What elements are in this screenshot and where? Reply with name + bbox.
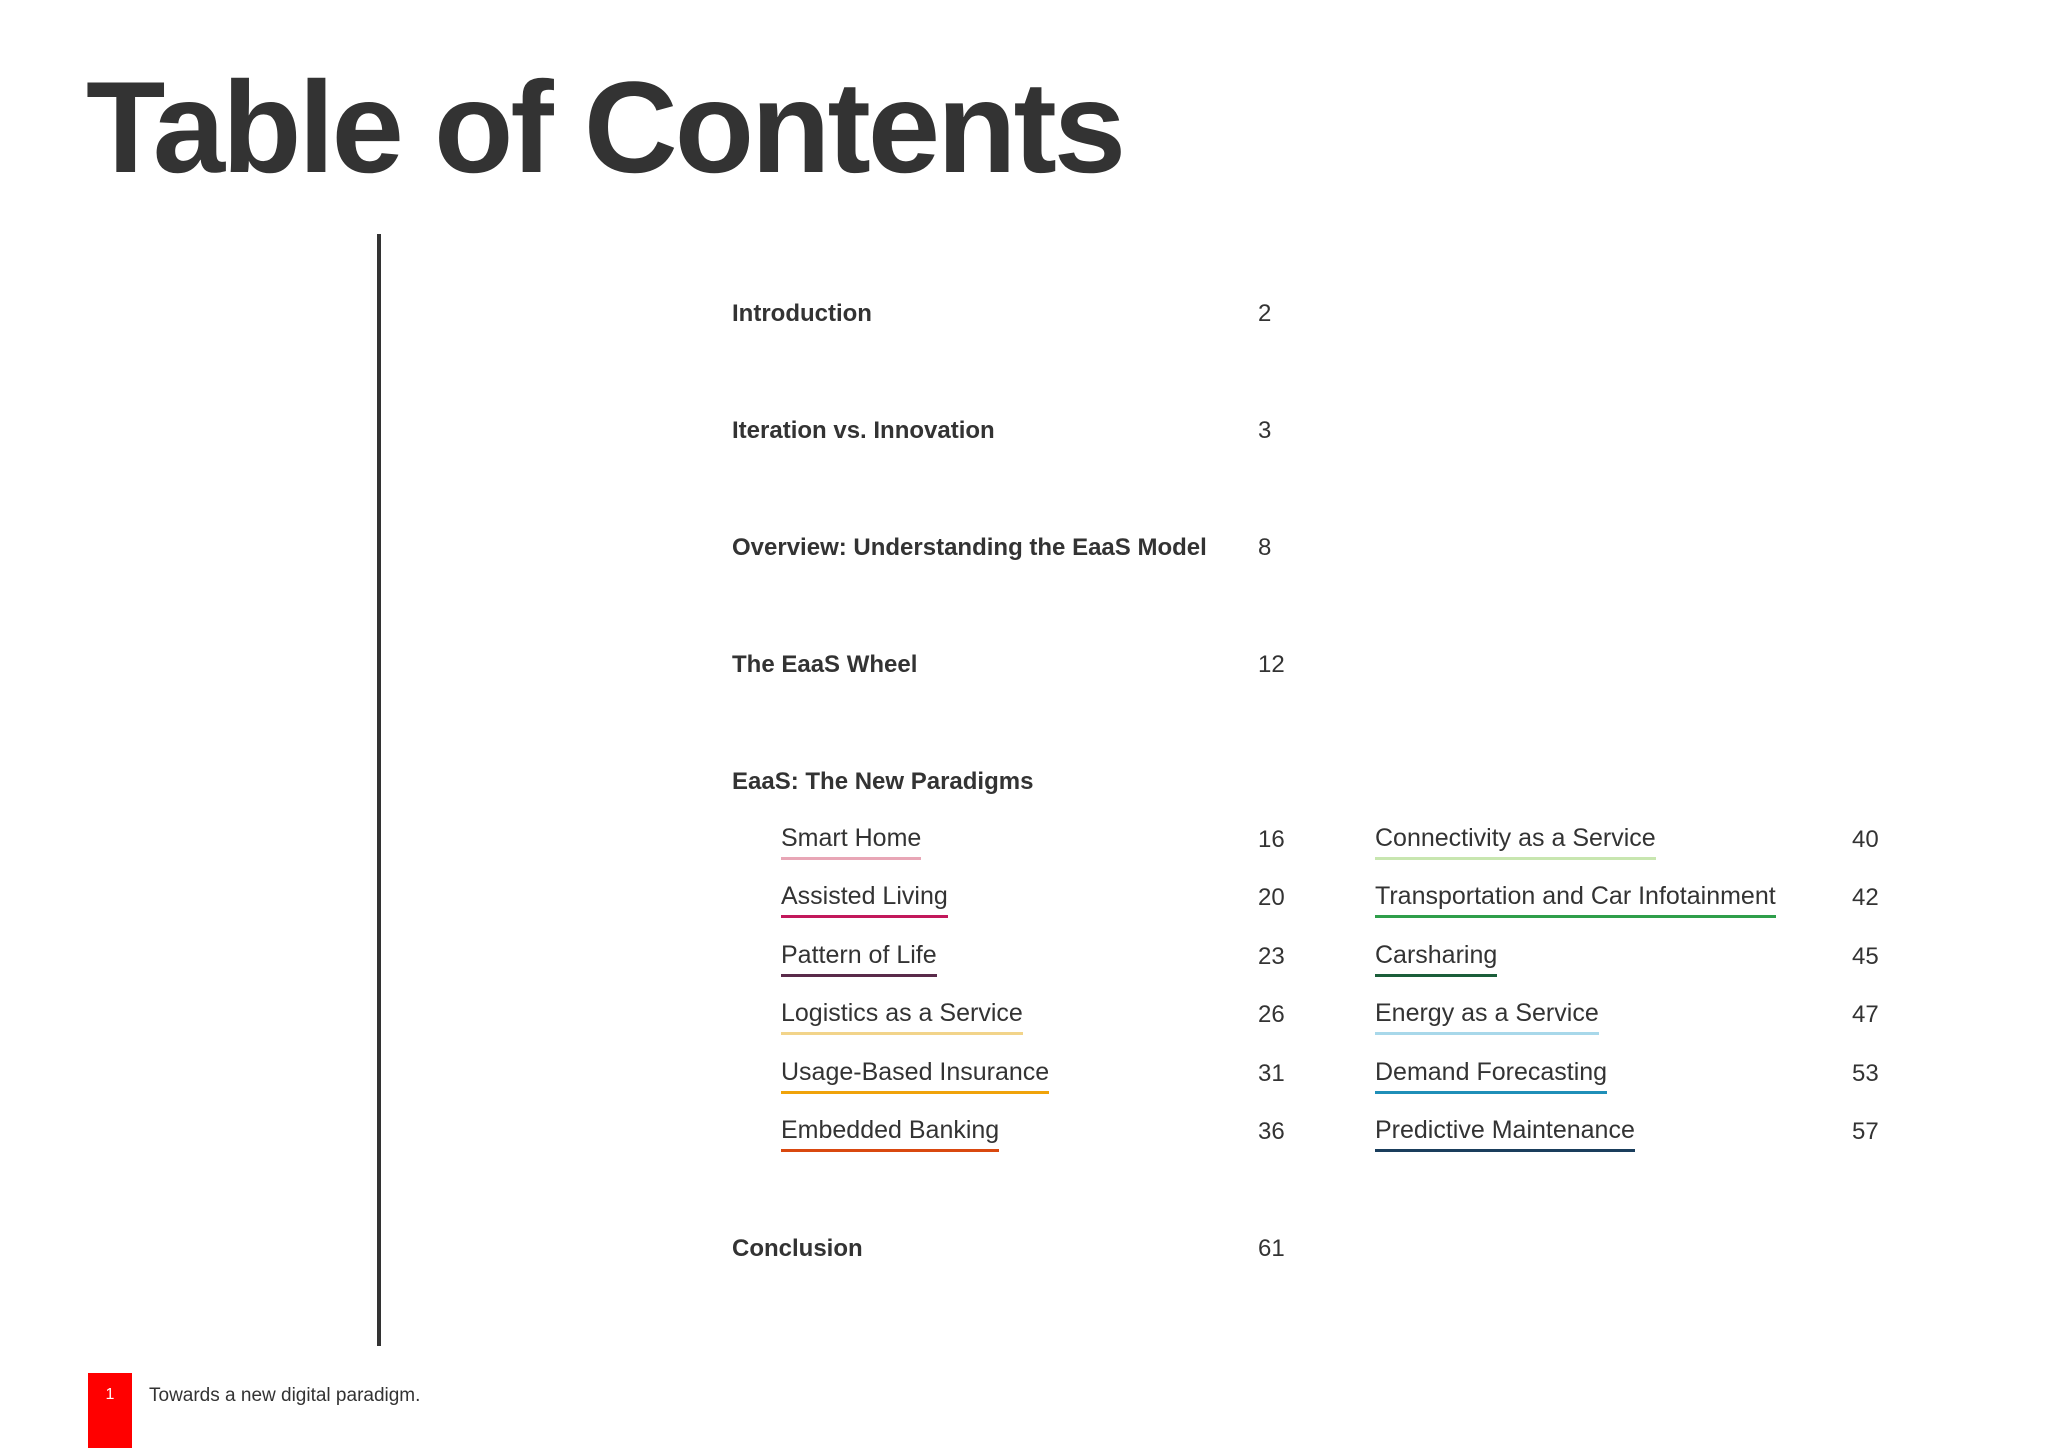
toc-page-conclusion: 61 bbox=[1258, 1235, 1285, 1262]
toc-subentry-page: 36 bbox=[1258, 1118, 1285, 1145]
toc-subentry-page: 42 bbox=[1852, 884, 1879, 911]
toc-subentry-page: 31 bbox=[1258, 1060, 1285, 1087]
toc-entry-wheel[interactable]: The EaaS Wheel bbox=[732, 651, 918, 678]
toc-page-introduction: 2 bbox=[1258, 300, 1272, 327]
toc-page-wheel: 12 bbox=[1258, 651, 1285, 678]
toc-page-overview: 8 bbox=[1258, 534, 1272, 561]
toc-subentry-page: 23 bbox=[1258, 943, 1285, 970]
toc-entry-introduction[interactable]: Introduction bbox=[732, 300, 872, 327]
toc-subentry-page: 57 bbox=[1852, 1118, 1879, 1145]
toc-subentry[interactable]: Carsharing bbox=[1375, 942, 1497, 977]
toc-subentry[interactable]: Logistics as a Service bbox=[781, 1000, 1023, 1035]
toc-subentry-page: 20 bbox=[1258, 884, 1285, 911]
toc-entry-iteration[interactable]: Iteration vs. Innovation bbox=[732, 417, 995, 444]
toc-entry-overview[interactable]: Overview: Understanding the EaaS Model bbox=[732, 534, 1207, 561]
toc-subentry[interactable]: Connectivity as a Service bbox=[1375, 825, 1656, 860]
toc-subentry[interactable]: Energy as a Service bbox=[1375, 1000, 1599, 1035]
page-number-badge: 1 bbox=[88, 1373, 132, 1448]
toc-subentry[interactable]: Transportation and Car Infotainment bbox=[1375, 883, 1776, 918]
toc-entry-conclusion[interactable]: Conclusion bbox=[732, 1235, 863, 1262]
toc-subentry[interactable]: Assisted Living bbox=[781, 883, 948, 918]
toc-subentry[interactable]: Demand Forecasting bbox=[1375, 1059, 1607, 1094]
toc-subentry-page: 53 bbox=[1852, 1060, 1879, 1087]
toc-subentry[interactable]: Embedded Banking bbox=[781, 1117, 999, 1152]
toc-subentry-page: 47 bbox=[1852, 1001, 1879, 1028]
toc-subentry-page: 40 bbox=[1852, 826, 1879, 853]
vertical-divider bbox=[377, 234, 381, 1346]
footer-text: Towards a new digital paradigm. bbox=[149, 1385, 421, 1406]
toc-entry-paradigms[interactable]: EaaS: The New Paradigms bbox=[732, 768, 1034, 795]
toc-subentry[interactable]: Usage-Based Insurance bbox=[781, 1059, 1049, 1094]
toc-subentry[interactable]: Smart Home bbox=[781, 825, 921, 860]
toc-subentry-page: 16 bbox=[1258, 826, 1285, 853]
page-title: Table of Contents bbox=[86, 54, 1124, 200]
toc-subentry-page: 45 bbox=[1852, 943, 1879, 970]
toc-page-iteration: 3 bbox=[1258, 417, 1272, 444]
toc-subentry[interactable]: Pattern of Life bbox=[781, 942, 937, 977]
toc-subentry-page: 26 bbox=[1258, 1001, 1285, 1028]
toc-subentry[interactable]: Predictive Maintenance bbox=[1375, 1117, 1635, 1152]
